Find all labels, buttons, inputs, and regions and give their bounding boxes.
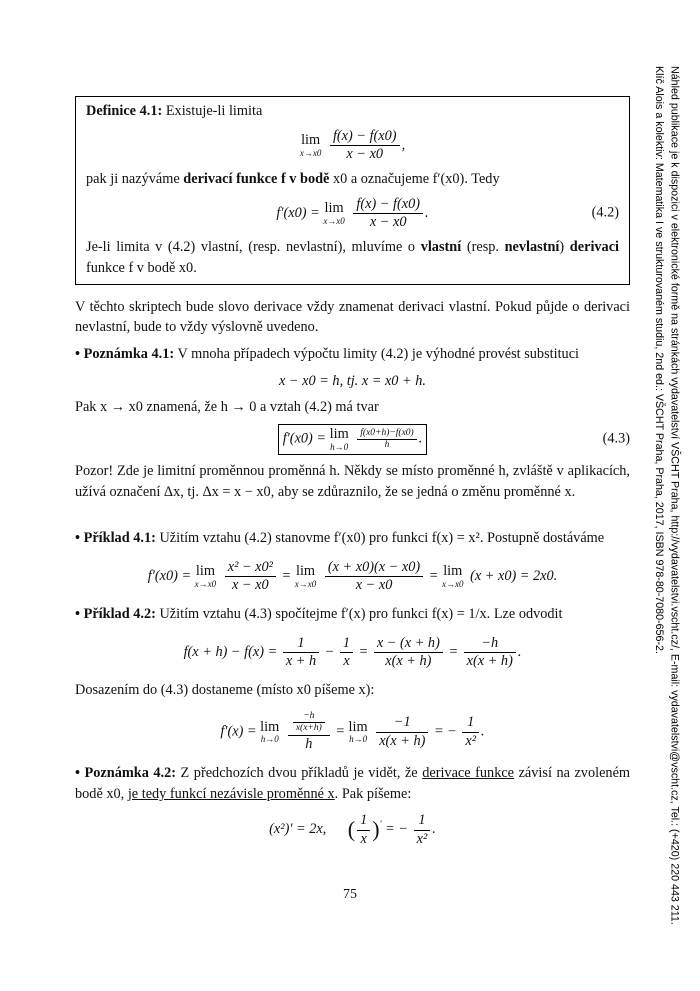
eq-sign: = − (385, 821, 409, 838)
frac-den: x² (465, 732, 477, 749)
page-content (75, 96, 630, 856)
equation-4-3 (75, 424, 630, 455)
frac-num: x² − x0² (225, 559, 276, 577)
note-text: Pak x → x0 znamená, že h → 0 a vztah (4.2) má tvar (75, 399, 379, 416)
lim-sub: x→x0 (194, 578, 217, 589)
definition-title: Definice 4.1: (86, 103, 163, 119)
page-number: 75 (343, 887, 357, 902)
example-title: • Příklad 4.1: (75, 530, 156, 547)
eq-tail: . (425, 204, 429, 221)
lim-sub: x→x0 (323, 215, 345, 226)
lim-op: lim (295, 563, 316, 580)
note-title: • Poznámka 4.2: (75, 764, 177, 781)
frac-den: x(x + h) (385, 653, 432, 670)
frac-num: −h (293, 711, 325, 723)
equation-number: (4.2) (591, 205, 619, 222)
eq-sign: = (448, 643, 459, 660)
def-bold-term: derivací funkce f v bodě (183, 171, 330, 188)
frac-den: x² (416, 830, 428, 847)
eq-sign: = (281, 567, 292, 584)
frac-den: x − x0 (346, 145, 384, 162)
note-text: závisí na zvoleném bodě x0, (75, 764, 631, 802)
lim-op: lim (443, 563, 463, 580)
paragraph: V těchto skriptech bude slovo derivace vždy znamenat derivaci vlastní. Pokud půjde o derivaci nevlastní, bude to vždy výslovně uvedeno. (75, 298, 630, 336)
boxed-equation (278, 424, 428, 455)
frac-num: f(x) − f(x0) (330, 128, 400, 146)
eq-lhs: f(x + h) − f(x) = (183, 643, 278, 660)
def-text: ) (559, 239, 565, 256)
frac-num: x − (x + h) (374, 635, 443, 653)
frac-num: 1 (340, 635, 353, 653)
lim-sub: h→0 (349, 734, 368, 745)
frac-num: 1 (283, 635, 319, 653)
eq-tail: , (401, 136, 406, 153)
def-bold-term: vlastní (420, 239, 462, 256)
frac-num: f(x0+h)−f(x0) (357, 428, 416, 440)
lim-sub: h→0 (330, 441, 349, 452)
eq-tail: . (418, 430, 423, 447)
minus-sign: − (324, 643, 335, 660)
eq-tail: . (432, 821, 436, 838)
eq-sign: = (358, 643, 369, 660)
frac-den: x + h (285, 653, 317, 670)
def-bold-term: derivaci (569, 239, 620, 256)
lim-op: lim (301, 132, 321, 149)
lim-sub: x→x0 (442, 578, 464, 589)
frac-den: x(x + h) (379, 732, 426, 749)
sidebar-line-2: Náhled publikace je k dispozici v elektronické formě na stránkách vydavatelství VŠCHT Praha, http://vydavatelstvi.vscht.cz/, E-mail: vydavatelstvi@vscht.cz, Tel.: (+420) 220 443 211. (668, 66, 681, 925)
frac-den: x (343, 653, 350, 670)
example-text: Dosazením do (4.3) dostaneme (místo x0 píšeme x): (75, 682, 375, 699)
frac-num: 1 (414, 812, 431, 830)
lim-op: lim (348, 718, 368, 735)
eq-lhs: f′(x0) = (147, 567, 192, 584)
frac-den: h (305, 735, 313, 752)
note-text: V mnoha případech výpočtu limity (4.2) je výhodné provést substituci (177, 345, 580, 362)
lim-op: lim (324, 200, 344, 217)
equation-4-2 (86, 196, 619, 231)
example-title: • Příklad 4.2: (75, 606, 156, 623)
frac-den: h (384, 439, 390, 450)
frac-num: (x + x0)(x − x0) (325, 559, 423, 577)
eq-tail: . (481, 723, 485, 740)
def-text: Je-li limita v (4.2) vlastní, (resp. nevlastní), mluvíme o (86, 239, 416, 256)
equation-note-2: (x²)′ = 2x, ( $\frac{1}{x}$ )′ = − $\frac{1}{\text{x²}}$ . (269, 812, 436, 847)
eq-lhs: f′(x) = (220, 723, 257, 740)
lim-op: lim (195, 563, 215, 580)
frac-num: f(x) − f(x0) (353, 196, 423, 214)
example-text: Užitím vztahu (4.3) spočítejme f′(x) pro funkci f(x) = 1/x. Lze odvodit (159, 606, 563, 623)
eq-part: (x²)′ = 2x, (269, 821, 327, 838)
equation-limit (86, 128, 619, 163)
equation-substitution: x − x0 = h, tj. x = x0 + h. (279, 372, 426, 389)
frac-num: −h (464, 635, 516, 653)
frac-den: x − x0 (355, 577, 393, 594)
note-text: Pozor! Zde je limitní proměnnou proměnná h. Někdy se místo proměnné h, zvláště v aplikacích, užívá označení Δx, tj. Δx = x − x0, aby se zdůraznilo, že se jedná o změnu proměnné x. (75, 462, 630, 500)
eq-lhs: f′(x0) = (282, 430, 327, 447)
note-text: . Pak píšeme: (334, 785, 412, 802)
definition-box (75, 96, 630, 285)
eq-sign: = (335, 723, 345, 740)
frac-den: x − x0 (369, 213, 407, 230)
definition-intro: Existuje-li limita (165, 103, 263, 119)
underlined-text: je tedy funkcí nezávisle proměnné x (127, 785, 335, 802)
frac-den: x − x0 (232, 577, 269, 594)
equation-number: (4.3) (602, 431, 630, 448)
lim-op: lim (329, 426, 349, 443)
underlined-text: derivace funkce (422, 764, 515, 781)
def-text: funkce f v bodě x0. (86, 259, 197, 276)
equation-example-2a (75, 635, 630, 670)
lim-sub: x→x0 (299, 147, 322, 158)
eq-sign: = (428, 567, 439, 584)
frac-num: −1 (376, 714, 428, 732)
eq-sign: = − (433, 723, 457, 740)
frac-den: x(x + h) (466, 653, 513, 670)
def-text: x0 a označujeme f′(x0). Tedy (332, 171, 500, 188)
eq-tail: (x + x0) = 2x0. (470, 567, 558, 584)
frac-den: x (360, 830, 367, 847)
example-text: Užitím vztahu (4.2) stanovme f′(x0) pro funkci f(x) = x². Postupně dostáváme (159, 530, 605, 547)
frac-den: x(x+h) (295, 723, 322, 734)
lim-op: lim (260, 718, 280, 735)
eq-tail: . (517, 643, 522, 660)
equation-example-2b (75, 711, 630, 753)
def-text: (resp. (466, 239, 499, 256)
eq-lhs: f′(x0) = (276, 204, 320, 221)
def-text: pak ji nazýváme (86, 171, 180, 188)
lim-sub: h→0 (260, 734, 279, 745)
frac-num: 1 (462, 714, 479, 732)
note-text: Z předchozích dvou příkladů je vidět, že (180, 764, 418, 781)
sidebar-line-1: Klíč Alois a kolektiv: Matematika I ve strukturovaném studiu, 2nd ed.: VŠCHT Praha, Praha, 2017, ISBN 978-80-7080-656-2. (653, 66, 666, 654)
equation-example-1 (75, 559, 630, 594)
publisher-sidebar (651, 66, 681, 925)
note-title: • Poznámka 4.1: (75, 345, 175, 362)
frac-num: 1 (357, 812, 370, 830)
def-bold-term: nevlastní (504, 239, 560, 256)
lim-sub: x→x0 (294, 578, 317, 589)
